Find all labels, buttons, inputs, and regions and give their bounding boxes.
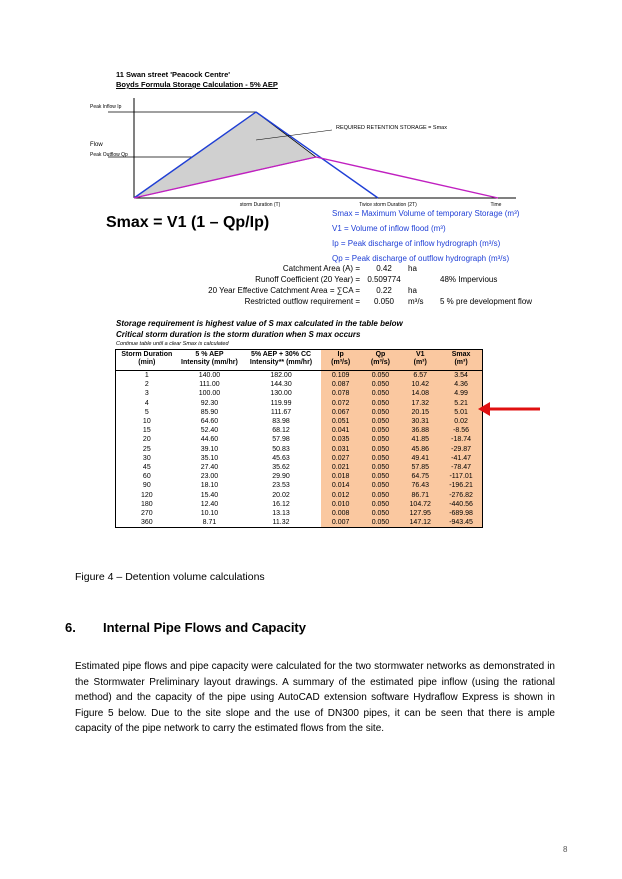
section-heading	[65, 620, 306, 635]
param-label: Runoff Coefficient (20 Year) =	[255, 275, 360, 284]
table-cell: 10.42	[400, 380, 440, 389]
table-cell: -18.74	[440, 435, 482, 444]
table-cell: -440.56	[440, 500, 482, 509]
param-row	[160, 296, 532, 307]
table-row	[116, 481, 483, 490]
table-cell: 360	[140, 519, 153, 527]
retention-storage-area	[134, 112, 316, 198]
section-number: 6.	[65, 620, 76, 635]
param-label: 20 Year Effective Catchment Area = ∑CA =	[208, 286, 360, 295]
table-cell: 119.99	[270, 399, 292, 407]
critical-duration-note: Critical storm duration is the storm duration when S max occurs	[116, 330, 361, 339]
legend-qp: Qp = Peak discharge of outflow hydrograph (m³/s)	[332, 254, 510, 263]
catchment-parameters	[160, 263, 532, 307]
table-cell: 17.32	[400, 399, 440, 408]
table-cell: 3	[144, 390, 149, 398]
table-cell: 68.12	[272, 427, 290, 435]
table-cell: 23.53	[272, 482, 290, 490]
table-cell: 0.050	[361, 399, 401, 408]
table-row	[116, 408, 483, 417]
table-cell: 45.86	[400, 445, 440, 454]
col-header-ip: Ip (m³/s)	[321, 350, 361, 371]
col-header-intensity: 5 % AEP Intensity (mm/hr)	[178, 350, 242, 371]
table-cell: 270	[140, 509, 153, 517]
table-cell: 18.10	[200, 482, 219, 490]
table-cell: 13.13	[272, 509, 290, 517]
param-value: 0.42	[376, 264, 392, 273]
table-cell: 120	[140, 491, 153, 499]
table-cell: 5.01	[440, 408, 482, 417]
table-cell: 35.10	[200, 454, 219, 462]
table-cell: 0.051	[321, 417, 361, 426]
table-cell: 0.012	[321, 490, 361, 499]
col-header-duration: Storm Duration (min)	[116, 350, 178, 371]
table-cell: -689.98	[440, 509, 482, 518]
table-cell: 16.12	[272, 500, 290, 508]
table-cell: 104.72	[400, 500, 440, 509]
table-cell: 30	[142, 454, 151, 462]
table-cell: 0.050	[361, 490, 401, 499]
table-cell: 0.010	[321, 500, 361, 509]
table-row	[116, 445, 483, 454]
table-cell: 0.050	[361, 518, 401, 528]
table-cell: 0.050	[361, 463, 401, 472]
detention-calculation-table	[115, 349, 483, 528]
col-header-qp: Qp (m³/s)	[361, 350, 401, 371]
table-cell: -29.87	[440, 445, 482, 454]
continue-table-note: Continue table until a clear Smax is calculated	[116, 341, 229, 347]
table-row	[116, 417, 483, 426]
table-row	[116, 500, 483, 509]
table-cell: 0.050	[361, 445, 401, 454]
table-header-row	[116, 350, 483, 371]
param-label: Catchment Area (A) =	[282, 264, 360, 273]
retention-storage-annotation: REQUIRED RETENTION STORAGE = Smax	[336, 125, 447, 131]
outflow-falling-limb	[316, 157, 498, 198]
table-cell: 0.02	[440, 417, 482, 426]
table-cell: 23.00	[200, 473, 219, 481]
table-cell: 20.02	[272, 491, 290, 499]
table-cell: 30.31	[400, 417, 440, 426]
table-cell: 11.32	[272, 519, 290, 527]
hydrograph-diagram	[88, 98, 518, 210]
table-cell: 10	[142, 418, 151, 426]
table-row	[116, 371, 483, 381]
storage-note: Storage requirement is highest value of S max calculated in the table below	[116, 319, 403, 328]
table-cell: -943.45	[440, 518, 482, 528]
peak-inflow-label: Peak Inflow Ip	[90, 104, 122, 110]
table-cell: 8.71	[202, 519, 217, 527]
table-cell: 1	[144, 372, 149, 380]
highlight-arrow-icon	[478, 402, 542, 416]
param-row	[160, 274, 532, 285]
table-cell: 0.008	[321, 509, 361, 518]
flow-label: Flow	[90, 142, 103, 148]
table-cell: 86.71	[400, 490, 440, 499]
table-cell: 83.98	[272, 418, 290, 426]
table-row	[116, 426, 483, 435]
table-cell: 25	[142, 445, 151, 453]
table-cell: 0.021	[321, 463, 361, 472]
table-cell: 0.050	[361, 380, 401, 389]
table-cell: 140.00	[198, 372, 221, 380]
table-cell: 15	[142, 427, 151, 435]
table-row	[116, 472, 483, 481]
page-number: 8	[563, 845, 568, 854]
table-cell: 182.00	[270, 372, 292, 380]
table-cell: 60	[142, 473, 151, 481]
table-cell: 4.36	[440, 380, 482, 389]
table-cell: 180	[140, 500, 153, 508]
time-label: Time	[490, 202, 502, 208]
table-cell: 10.10	[200, 509, 219, 517]
table-cell: 0.050	[361, 417, 401, 426]
doc-header-subtitle: Boyds Formula Storage Calculation - 5% AEP	[116, 80, 278, 89]
table-cell: 0.050	[361, 435, 401, 444]
table-row	[116, 399, 483, 408]
param-unit: ha	[408, 264, 417, 273]
table-cell: 0.109	[321, 371, 361, 381]
table-cell: -78.47	[440, 463, 482, 472]
table-cell: 76.43	[400, 481, 440, 490]
table-cell: 0.018	[321, 472, 361, 481]
table-cell: 100.00	[198, 390, 221, 398]
table-row	[116, 518, 483, 528]
legend-v1: V1 = Volume of inflow flood (m³)	[332, 224, 446, 233]
table-cell: 4.99	[440, 389, 482, 398]
table-cell: 144.30	[270, 381, 292, 389]
table-cell: 52.40	[200, 427, 219, 435]
table-cell: 20	[142, 436, 151, 444]
param-unit: m³/s	[408, 297, 424, 306]
table-cell: 147.12	[400, 518, 440, 528]
body-paragraph: Estimated pipe flows and pipe capacity were calculated for the two stormwater networks as demonstrated in the Stormwater Preliminary layout drawings. A summary of the estimated pipe inflow (using the rational method) and the capacity of the pipe using AutoCAD extension software Hydraflow Express is shown in Figure 5 below. Due to the site slope and the use of DN300 pipes, it can be seen that there is ample capacity of the pipe network to carry the estimated flows from the site.	[75, 661, 555, 734]
table-cell: -41.47	[440, 454, 482, 463]
table-cell: 0.031	[321, 445, 361, 454]
table-cell: -117.01	[440, 472, 482, 481]
section-title: Internal Pipe Flows and Capacity	[103, 620, 306, 635]
param-unit	[408, 274, 434, 285]
param-note	[434, 285, 440, 296]
param-note	[434, 263, 440, 274]
table-cell: 5	[144, 408, 149, 416]
table-cell: 27.40	[200, 463, 219, 471]
table-cell: 130.00	[270, 390, 292, 398]
table-cell: 50.83	[272, 445, 290, 453]
table-body	[116, 371, 483, 528]
twice-storm-duration-label: Twice storm Duration (2T)	[359, 202, 417, 208]
param-row	[160, 263, 532, 274]
param-value: 0.050	[373, 297, 395, 306]
table-cell: 15.40	[200, 491, 219, 499]
param-value: 0.22	[376, 286, 392, 295]
table-cell: 3.54	[440, 371, 482, 381]
table-cell: 6.57	[400, 371, 440, 381]
table-cell: 0.050	[361, 408, 401, 417]
table-cell: 0.041	[321, 426, 361, 435]
table-cell: 90	[142, 482, 151, 490]
param-value: 0.509774	[367, 275, 401, 284]
table-cell: 127.95	[400, 509, 440, 518]
table-cell: 36.88	[400, 426, 440, 435]
boyds-equation: Smax = V1 (1 – Qp/Ip)	[106, 214, 270, 231]
table-cell: 0.027	[321, 454, 361, 463]
table-cell: 0.035	[321, 435, 361, 444]
table-cell: 57.98	[272, 436, 290, 444]
table-row	[116, 490, 483, 499]
equation-legend	[332, 206, 519, 266]
table-cell: 0.050	[361, 454, 401, 463]
table-cell: 111.67	[270, 408, 292, 416]
table-cell: 49.41	[400, 454, 440, 463]
table-cell: 0.050	[361, 426, 401, 435]
table-cell: 0.050	[361, 481, 401, 490]
figure-caption: Figure 4 – Detention volume calculations	[75, 571, 265, 583]
param-row	[160, 285, 532, 296]
table-cell: 5.21	[440, 399, 482, 408]
table-cell: 0.050	[361, 500, 401, 509]
legend-ip: Ip = Peak discharge of inflow hydrograph (m³/s)	[332, 239, 501, 248]
table-cell: 0.072	[321, 399, 361, 408]
table-row	[116, 435, 483, 444]
col-header-smax: Smax (m³)	[440, 350, 482, 371]
table-cell: 29.90	[272, 473, 290, 481]
table-cell: 0.087	[321, 380, 361, 389]
table-cell: 12.40	[200, 500, 219, 508]
table-cell: 44.60	[200, 436, 219, 444]
table-cell: -8.56	[440, 426, 482, 435]
col-header-intensity-cc: 5% AEP + 30% CC Intensity** (mm/hr)	[241, 350, 321, 371]
table-cell: 0.050	[361, 472, 401, 481]
param-label: Restricted outflow requirement =	[244, 297, 360, 306]
table-cell: 0.050	[361, 389, 401, 398]
table-cell: 0.050	[361, 509, 401, 518]
table-cell: 20.15	[400, 408, 440, 417]
table-cell: 0.007	[321, 518, 361, 528]
table-row	[116, 454, 483, 463]
table-cell: -276.82	[440, 490, 482, 499]
table-cell: 111.00	[199, 381, 220, 389]
storm-duration-label: storm Duration (T)	[239, 202, 281, 208]
table-cell: 2	[144, 381, 149, 389]
col-header-v1: V1 (m³)	[400, 350, 440, 371]
table-cell: 0.067	[321, 408, 361, 417]
param-note: 5 % pre development flow	[440, 297, 533, 306]
legend-smax: Smax = Maximum Volume of temporary Storage (m³)	[332, 209, 520, 218]
table-cell: 0.078	[321, 389, 361, 398]
table-cell: 45.63	[272, 454, 290, 462]
table-cell: 57.85	[400, 463, 440, 472]
table-cell: 41.85	[400, 435, 440, 444]
table-cell: 39.10	[200, 445, 219, 453]
table-cell: 0.014	[321, 481, 361, 490]
table-cell: 64.75	[400, 472, 440, 481]
table-cell: 0.050	[361, 371, 401, 381]
table-row	[116, 380, 483, 389]
param-note: 48% Impervious	[440, 275, 498, 284]
doc-header-title: 11 Swan street 'Peacock Centre'	[116, 70, 231, 79]
table-cell: 64.60	[200, 418, 219, 426]
table-cell: 4	[144, 399, 149, 407]
peak-outflow-label: Peak Outflow Qp	[90, 152, 128, 158]
table-cell: 45	[142, 463, 151, 471]
table-cell: -196.21	[440, 481, 482, 490]
table-cell: 92.30	[200, 399, 219, 407]
table-row	[116, 509, 483, 518]
table-row	[116, 463, 483, 472]
table-row	[116, 389, 483, 398]
table-cell: 35.62	[272, 463, 290, 471]
param-unit: ha	[408, 286, 417, 295]
table-cell: 85.90	[200, 408, 219, 416]
table-cell: 14.08	[400, 389, 440, 398]
